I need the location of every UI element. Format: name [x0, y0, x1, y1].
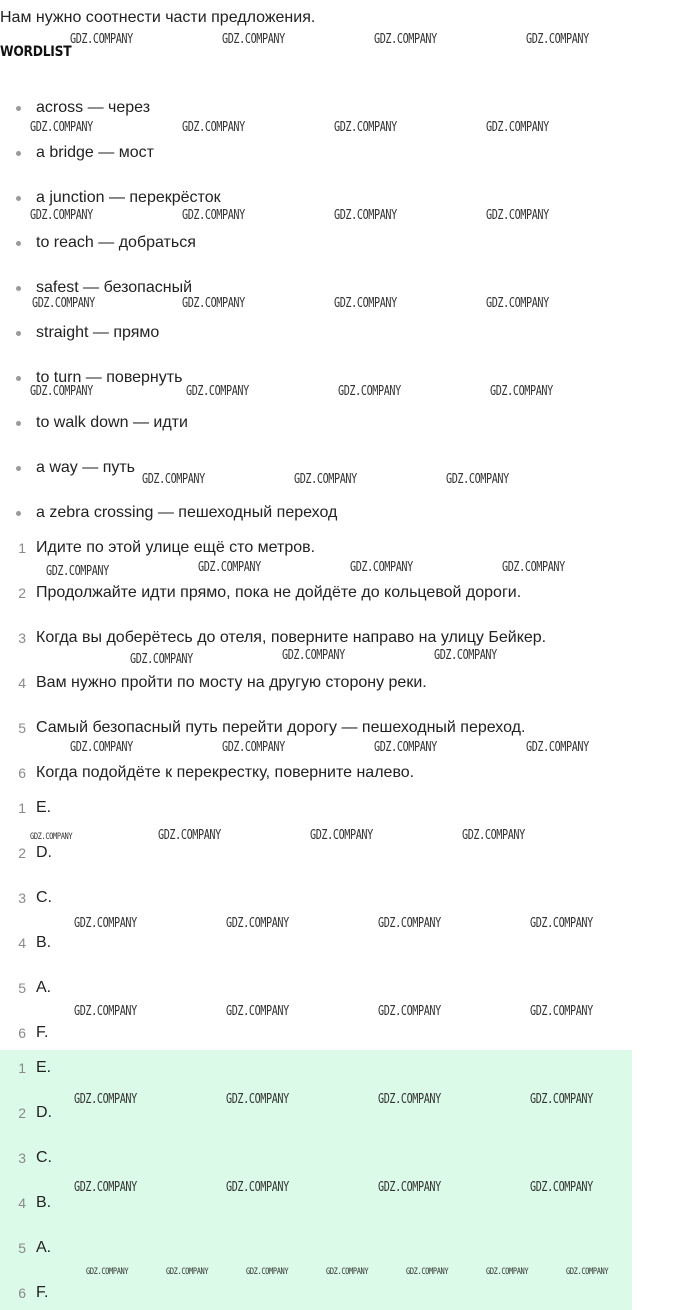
list-item-text: A.: [36, 1239, 52, 1256]
bullet-dot: [16, 241, 21, 246]
list-number: 3: [18, 890, 26, 906]
list-item-text: E.: [36, 1059, 52, 1076]
list-number: 6: [18, 1285, 26, 1301]
list-item-text: B.: [36, 1194, 52, 1211]
list-number: 6: [18, 1025, 26, 1041]
list-item-text: a zebra crossing — пешеходный переход: [36, 504, 338, 521]
bullet-dot: [16, 376, 21, 381]
list-number: 1: [18, 800, 26, 816]
list-item-text: a way — путь: [36, 459, 136, 476]
watermark-text: GDZ.COMPANY: [142, 472, 205, 487]
watermark-text: GDZ.COMPANY: [526, 32, 589, 47]
watermark-text: GDZ.COMPANY: [338, 384, 401, 399]
watermark-text: GDZ.COMPANY: [282, 648, 345, 663]
list-item-text: Самый безопасный путь перейти дорогу — пешеходный переход.: [36, 719, 526, 736]
watermark-text: GDZ.COMPANY: [350, 560, 413, 575]
list-item-text: a bridge — мост: [36, 144, 154, 161]
watermark-text: GDZ.COMPANY: [74, 1092, 137, 1107]
watermark-text: GDZ.COMPANY: [226, 916, 289, 931]
list-item-text: Когда вы доберётесь до отеля, поверните направо на улицу Бейкер.: [36, 629, 547, 646]
bullet-dot: [16, 286, 21, 291]
watermark-text: GDZ.COMPANY: [486, 208, 549, 223]
list-item-text: to reach — добраться: [36, 234, 196, 251]
list-item-text: safest — безопасный: [36, 279, 192, 296]
list-item-text: straight — прямо: [36, 324, 160, 341]
list-item-text: C.: [36, 889, 52, 906]
watermark-text: GDZ.COMPANY: [182, 208, 245, 223]
bullet-dot: [16, 421, 21, 426]
watermark-text: GDZ.COMPANY: [378, 1004, 441, 1019]
watermark-text: GDZ.COMPANY: [130, 652, 193, 667]
watermark-text: GDZ.COMPANY: [226, 1180, 289, 1195]
list-number: 3: [18, 1150, 26, 1166]
list-item-text: a junction — перекрёсток: [36, 189, 221, 206]
list-number: 4: [18, 675, 26, 691]
watermark-text: GDZ.COMPANY: [294, 472, 357, 487]
watermark-text: GDZ.COMPANY: [334, 208, 397, 223]
watermark-text: GDZ.COMPANY: [378, 1092, 441, 1107]
watermark-text: GDZ.COMPANY: [158, 828, 221, 843]
list-item-text: E.: [36, 799, 52, 816]
list-item-text: B.: [36, 934, 52, 951]
watermark-text: GDZ.COMPANY: [378, 1180, 441, 1195]
watermark-text: GDZ.COMPANY: [182, 120, 245, 135]
list-item-text: to turn — повернуть: [36, 369, 183, 386]
watermark-text: GDZ.COMPANY: [32, 296, 95, 311]
list-number: 5: [18, 720, 26, 736]
list-number: 1: [18, 540, 26, 556]
watermark-text: GDZ.COMPANY: [530, 1180, 593, 1195]
bullet-dot: [16, 511, 21, 516]
list-number: 5: [18, 1240, 26, 1256]
watermark-text: GDZ.COMPANY: [490, 384, 553, 399]
watermark-text: GDZ.COMPANY: [530, 1004, 593, 1019]
bullet-dot: [16, 196, 21, 201]
watermark-text: GDZ.COMPANY: [182, 296, 245, 311]
list-number: 2: [18, 845, 26, 861]
watermark-text: GDZ.COMPANY: [30, 832, 73, 842]
wordlist-heading: WORDLIST: [0, 44, 72, 60]
intro-text: Нам нужно соотнести части предложения.: [0, 9, 316, 26]
list-number: 3: [18, 630, 26, 646]
watermark-text: GDZ.COMPANY: [70, 32, 133, 47]
list-item-text: F.: [36, 1284, 49, 1301]
watermark-text: GDZ.COMPANY: [74, 1004, 137, 1019]
watermark-text: GDZ.COMPANY: [86, 1267, 129, 1277]
watermark-text: GDZ.COMPANY: [246, 1267, 289, 1277]
watermark-text: GDZ.COMPANY: [530, 1092, 593, 1107]
list-item-text: across — через: [36, 99, 151, 116]
watermark-text: GDZ.COMPANY: [226, 1004, 289, 1019]
watermark-text: GDZ.COMPANY: [374, 740, 437, 755]
watermark-text: GDZ.COMPANY: [30, 120, 93, 135]
bullet-dot: [16, 466, 21, 471]
watermark-text: GDZ.COMPANY: [334, 296, 397, 311]
list-number: 2: [18, 585, 26, 601]
watermark-text: GDZ.COMPANY: [502, 560, 565, 575]
watermark-text: GDZ.COMPANY: [226, 1092, 289, 1107]
watermark-text: GDZ.COMPANY: [70, 740, 133, 755]
list-item-text: Вам нужно пройти по мосту на другую сторону реки.: [36, 674, 427, 691]
list-item-text: D.: [36, 1104, 52, 1121]
watermark-text: GDZ.COMPANY: [462, 828, 525, 843]
bullet-dot: [16, 151, 21, 156]
watermark-text: GDZ.COMPANY: [310, 828, 373, 843]
list-item-text: F.: [36, 1024, 49, 1041]
list-item-text: Продолжайте идти прямо, пока не дойдёте до кольцевой дороги.: [36, 584, 522, 601]
list-number: 6: [18, 765, 26, 781]
watermark-text: GDZ.COMPANY: [166, 1267, 209, 1277]
list-item-text: D.: [36, 844, 52, 861]
watermark-text: GDZ.COMPANY: [186, 384, 249, 399]
watermark-text: GDZ.COMPANY: [446, 472, 509, 487]
list-item-text: A.: [36, 979, 52, 996]
list-item-text: to walk down — идти: [36, 414, 188, 431]
watermark-text: GDZ.COMPANY: [378, 916, 441, 931]
watermark-text: GDZ.COMPANY: [566, 1267, 609, 1277]
watermark-text: GDZ.COMPANY: [46, 564, 109, 579]
list-item-text: Когда подойдёте к перекрестку, поверните налево.: [36, 764, 415, 781]
watermark-text: GDZ.COMPANY: [486, 296, 549, 311]
watermark-text: GDZ.COMPANY: [74, 1180, 137, 1195]
watermark-text: GDZ.COMPANY: [74, 916, 137, 931]
watermark-text: GDZ.COMPANY: [30, 208, 93, 223]
watermark-text: GDZ.COMPANY: [486, 1267, 529, 1277]
list-number: 1: [18, 1060, 26, 1076]
watermark-text: GDZ.COMPANY: [530, 916, 593, 931]
watermark-text: GDZ.COMPANY: [526, 740, 589, 755]
bullet-dot: [16, 331, 21, 336]
watermark-text: GDZ.COMPANY: [334, 120, 397, 135]
list-number: 4: [18, 1195, 26, 1211]
bullet-dot: [16, 106, 21, 111]
list-item-text: Идите по этой улице ещё сто метров.: [36, 539, 316, 556]
watermark-text: GDZ.COMPANY: [222, 740, 285, 755]
list-number: 4: [18, 935, 26, 951]
watermark-text: GDZ.COMPANY: [406, 1267, 449, 1277]
watermark-text: GDZ.COMPANY: [486, 120, 549, 135]
watermark-text: GDZ.COMPANY: [434, 648, 497, 663]
list-item-text: C.: [36, 1149, 52, 1166]
watermark-text: GDZ.COMPANY: [30, 384, 93, 399]
list-number: 5: [18, 980, 26, 996]
watermark-text: GDZ.COMPANY: [326, 1267, 369, 1277]
watermark-text: GDZ.COMPANY: [374, 32, 437, 47]
list-number: 2: [18, 1105, 26, 1121]
watermark-text: GDZ.COMPANY: [222, 32, 285, 47]
watermark-text: GDZ.COMPANY: [198, 560, 261, 575]
